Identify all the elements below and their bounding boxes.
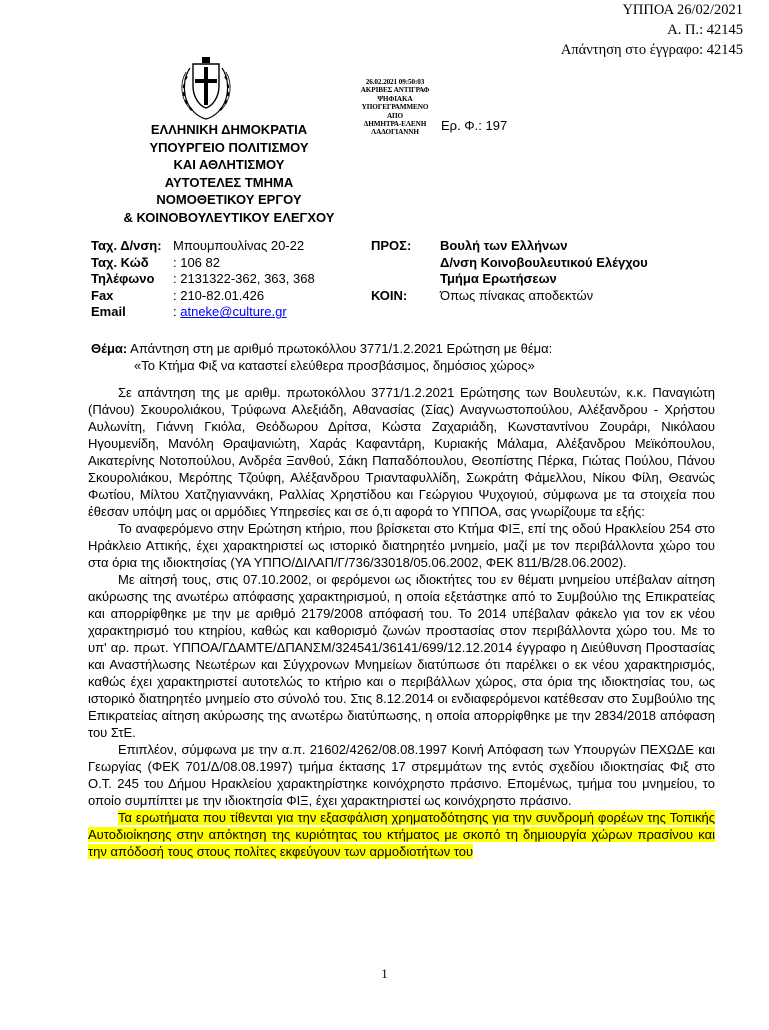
- postcode-value: : 106 82: [173, 254, 220, 270]
- stamp-line: ΥΠΟΓΕΓΡΑΜΜΕΝΟ: [361, 103, 429, 112]
- digital-signature-stamp: [349, 78, 441, 137]
- subject-line-1: [91, 340, 552, 357]
- recipient-to: [371, 238, 568, 255]
- recipients-block: [371, 238, 648, 304]
- doc-date: ΥΠΠΟΑ 26/02/2021: [622, 2, 743, 18]
- stamp-line: 26.02.2021 09:50:03: [365, 78, 425, 86]
- highlighted-text: Τα ερωτήματα που τίθενται για την εξασφάλιση χρηματοδότησης για την συνδρομή φορέων της Τοπικής Αυτοδιοίκησης στην απόκτηση της κυριότητας του κτήματος με σκοπό τη δημιουργία χώρων πρασίνου και την απόδοσή τους στους πολίτες εκφεύγουν των αρμοδιοτήτων του: [88, 810, 715, 859]
- cc-value: Όπως πίνακας αποδεκτών: [440, 287, 594, 303]
- to-line-2: Δ/νση Κοινοβουλευτικού Ελέγχου: [440, 254, 648, 270]
- org-line: ΑΥΤΟΤΕΛΕΣ ΤΜΗΜΑ: [164, 174, 294, 190]
- body-paragraph: Το αναφερόμενο στην Ερώτηση κτήριο, που βρίσκεται στο Κτήμα ΦΙΞ, επί της οδού Ηρακλείου 254 στο Ηράκλειο Αττικής, έχει χαρακτηριστεί ως ιστορικό διατηρητέο μνημείο, μαζί με τον περιβάλλοντα χώρο του στα όρια της ιδιοκτησίας (ΥΑ ΥΠΠΟ/ΔΙΛΑΠ/Γ/736/33018/05.06.2002, ΦΕΚ 811/Β/28.06.2002).: [88, 521, 715, 570]
- phone-label: Τηλέφωνο: [91, 271, 155, 287]
- stamp-line: ΑΚΡΙΒΕΣ ΑΝΤΙΓΡΑΦ: [360, 86, 430, 95]
- subject-line-2: [91, 357, 552, 374]
- address-value: Μπουμπουλίνας 20-22: [173, 238, 305, 253]
- page-number: 1: [381, 966, 388, 981]
- document-body: [88, 384, 715, 860]
- org-line: & ΚΟΙΝΟΒΟΥΛΕΥΤΙΚΟΥ ΕΛΕΓΧΟΥ: [123, 209, 335, 225]
- recipient-to-3: [371, 271, 557, 288]
- stamp-line: ΛΑΔΟΓΙΑΝΝΗ: [371, 128, 419, 137]
- contact-postcode: [91, 254, 220, 272]
- reply-reference: Απάντηση στο έγγραφο: 42145: [560, 42, 743, 58]
- stamp-line: ΑΠΟ: [386, 111, 404, 120]
- email-label: Email: [91, 304, 126, 320]
- hellenic-emblem-icon: [176, 56, 236, 120]
- protocol-number: Α. Π.: 42145: [667, 22, 743, 38]
- address-label: Ταχ. Δ/νση:: [91, 238, 162, 253]
- postcode-label: Ταχ. Κώδ: [91, 254, 149, 270]
- org-line: ΥΠΟΥΡΓΕΙΟ ΠΟΛΙΤΙΣΜΟΥ: [149, 139, 309, 155]
- subject-label: Θέμα:: [91, 341, 128, 356]
- org-line: ΕΛΛΗΝΙΚΗ ΔΗΜΟΚΡΑΤΙΑ: [150, 122, 308, 137]
- fax-label: Fax: [91, 287, 114, 303]
- to-line-1: Βουλή των Ελλήνων: [440, 238, 568, 253]
- document-header: [443, 0, 743, 60]
- body-paragraph: Με αίτησή τους, στις 07.10.2002, οι φερόμενοι ως ιδιοκτήτες του εν θέματι μνημείου υπέβαλαν αίτηση ακύρωσης της ανωτέρω απόφασης χαρακτηρισμού, η οποία εξετάστηκε από το Συμβούλιο της Επικρατείας και απορρίφθηκε με την με αριθμό 2179/2008 απόφασή του. Το 2014 υπέβαλαν φάκελο για τον εκ νέου χαρακτηρισμό του κτηρίου, καθώς και καθορισμό ζωνών προστασίας στον περιβάλλοντα χώρο του. Με το υπ' αρ. πρωτ. ΥΠΠΟΑ/ΓΔΑΜΤΕ/ΔΠΑΝΣΜ/324541/36141/699/12.12.2014 έγγραφο η Διεύθυνση Προστασίας και Αναστήλωσης Νεωτέρων και Σύγχρονων Μνημείων διατύπωσε ότι παρέλκει ο εκ νέου χαρακτηρισμός, καθώς έχει χαρακτηριστεί αυτοτελώς το κτήριο και ο περιβάλλων χώρος, στα όρια της ιδιοκτησίας του, ως ιστορικό διατηρητέο μνημείο στο σύνολό του. Στις 8.12.2014 οι ενδιαφερόμενοι κατέθεσαν στο Συμβούλιο της Επικρατείας αίτηση ακύρωσης της ανωτέρω διατύπωσης, η οποία απορρίφθηκε με την 2834/2018 απόφαση του ΣτΕ.: [88, 572, 715, 740]
- email-prefix: :: [173, 304, 177, 320]
- fax-value: : 210-82.01.426: [173, 287, 265, 303]
- contact-address: [91, 238, 305, 255]
- reference-number: Ερ. Φ.: 197: [441, 118, 508, 133]
- to-label: ΠΡΟΣ:: [371, 238, 412, 253]
- contact-fax: [91, 287, 265, 305]
- recipient-to-2: [371, 254, 648, 272]
- org-line: ΝΟΜΟΘΕΤΙΚΟΥ ΕΡΓΟΥ: [156, 192, 302, 207]
- cc-label: ΚΟΙΝ:: [371, 287, 408, 303]
- recipient-cc: [371, 287, 594, 305]
- subject-text-2: «Το Κτήμα Φιξ να καταστεί ελεύθερα προσβάσιμος, δημόσιος χώρος»: [134, 358, 535, 373]
- body-paragraph-highlighted: [88, 809, 715, 860]
- email-link[interactable]: atneke@culture.gr: [180, 304, 287, 320]
- stamp-line: ΨΗΦΙΑΚΑ: [377, 94, 413, 103]
- phone-value: : 2131322-362, 363, 368: [173, 271, 315, 287]
- subject-text-1: Απάντηση στη με αριθμό πρωτοκόλλου 3771/1.2.2021 Ερώτηση με θέμα:: [130, 341, 553, 356]
- contact-block: [91, 238, 315, 321]
- contact-phone: [91, 271, 315, 288]
- contact-email: [91, 304, 287, 321]
- to-line-3: Τμήμα Ερωτήσεων: [440, 271, 557, 287]
- organization-block: [104, 121, 354, 226]
- email-value-wrap: [173, 304, 287, 321]
- body-paragraph: Επιπλέον, σύμφωνα με την α.π. 21602/4262/08.08.1997 Κοινή Απόφαση των Υπουργών ΠΕΧΩΔΕ και Γεωργίας (ΦΕΚ 701/Δ/08.08.1997) τμήμα έκτασης 17 στρεμμάτων της εντός σχεδίου ιδιοκτησίας Φιξ στο Ο.Τ. 245 του Δήμου Ηρακλείου χαρακτηρίστηκε κοινόχρηστο πράσινο. Επομένως, τμήμα του μνημείου, το οποίο συμπίπτει με την ιδιοκτησία ΦΙΞ, έχει χαρακτηριστεί ως κοινόχρηστο πράσινο.: [88, 742, 715, 808]
- org-line: ΚΑΙ ΑΘΛΗΤΙΣΜΟΥ: [173, 157, 285, 172]
- subject-block: [91, 340, 552, 374]
- stamp-line: ΔΗΜΗΤΡΑ-ΕΛΕΝΗ: [363, 120, 427, 129]
- body-paragraph: Σε απάντηση της με αριθμ. πρωτοκόλλου 3771/1.2.2021 Ερώτησης των Βουλευτών, κ.κ. Παναγιώτη (Πάνου) Σκουρολιάκου, Τρύφωνα Αλεξιάδη, Αθανασίας (Σίας) Αναγνωστοπούλου, Αλέξανδρου - Χρήστου Αυλωνίτη, Γιάννη Γκιόλα, Θεόδωρου Δρίτσα, Κώστα Ζαχαριάδη, Κωνσταντίνου Ζουράρι, Νικόλαου Ηγουμενίδη, Μανόλη Θραψανιώτη, Χαράς Καφαντάρη, Κυριακής Μάλαμα, Αλέξανδρου Μεϊκόπουλου, Αικατερίνης Νοτοπούλου, Ανδρέα Ξανθού, Σάκη Παπαδόπουλου, Θεοπίστης Πέρκα, Γιώτας Πούλου, Πάνου Σκουρολιάκου, Μερόπης Τζούφη, Αλέξανδρου Τριανταφυλλίδη, Σωκράτη Φάμελλου, Νίκου Φίλη, Θεανώς Φωτίου, Μίλτου Χατζηγιαννάκη, Ραλλίας Χρηστίδου και Γεώργιου Ψυχογιού, σύμφωνα με τα στοιχεία που έθεσαν υπόψη μας οι αρμόδιες Υπηρεσίες και σε ό,τι αφορά το ΥΠΠΟΑ, σας γνωρίζουμε τα εξής:: [88, 385, 715, 519]
